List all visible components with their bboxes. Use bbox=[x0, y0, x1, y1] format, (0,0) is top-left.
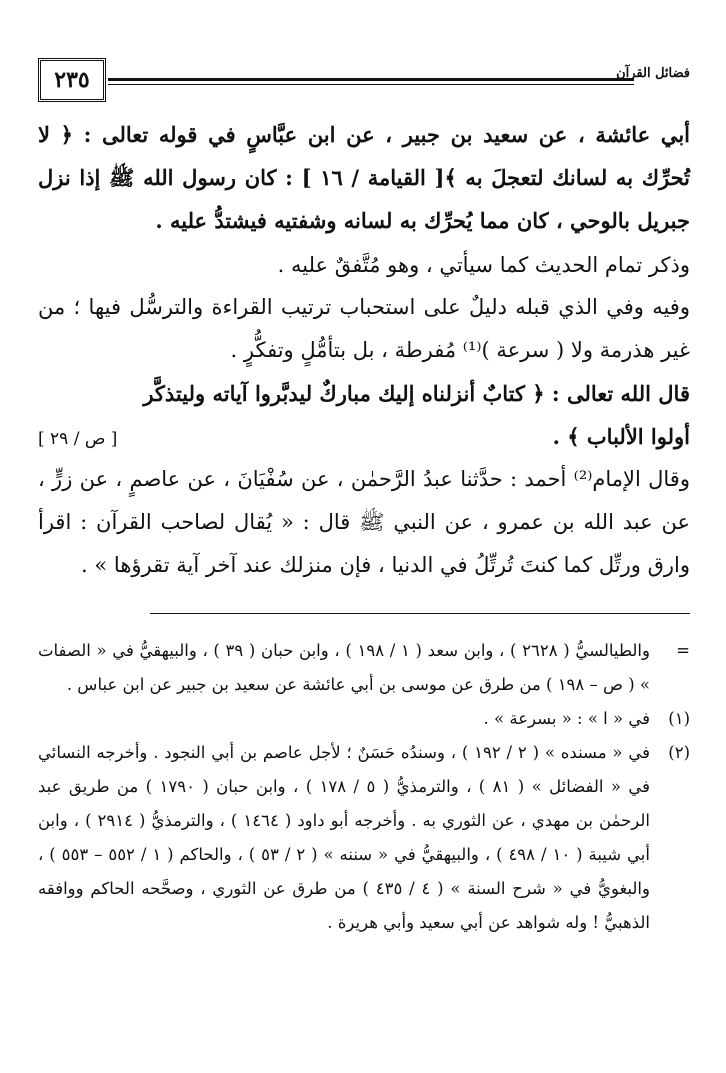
page-number-box bbox=[38, 58, 106, 102]
running-title: فضائل القرآن bbox=[616, 66, 690, 81]
paragraph-commentary: وفيه وفي الذي قبله دليلٌ على استحباب ترتيب القراءة والترسُّل فيها ؛ من غير هذرمة ولا ( سرعة )⁽¹⁾ مُفرطة ، بل بتأمُّلٍ وتفكُّرٍ . bbox=[38, 295, 690, 362]
footnote-continued-text: والطيالسيُّ ( ٢٦٢٨ ) ، وابن سعد ( ١ / ١٩٨ ) ، وابن حبان ( ٣٩ ) ، والبيهقيُّ في « الصفات » ( ص – ١٩٨ ) من طرق عن موسى بن أبي عائشة عن سعيد بن جبير عن ابن عباس . bbox=[38, 641, 650, 694]
page-number: ٢٣٥ bbox=[54, 67, 90, 93]
footnote-2-mark: (٢) bbox=[668, 743, 690, 762]
footnote-1-mark: (١) bbox=[668, 709, 690, 728]
quran-verse-line-2 bbox=[38, 415, 690, 461]
header-rule-thick bbox=[108, 78, 634, 81]
footnote-separator bbox=[150, 613, 690, 614]
footnote-1-text: في « ا » : « بسرعة » . bbox=[483, 709, 650, 728]
footnote-2-text: في « مسنده » ( ٢ / ١٩٢ ) ، وسندُه حَسَنٌ ؛ لأجل عاصم بن أبي النجود . وأخرجه النسائي في « الفضائل » ( ٨١ ) ، والترمذيُّ ( ٥ / ١٧٨ ) ، وابن حبان ( ١٧٩٠ ) من طريق عبد الرحمٰن بن مهدي ، عن الثوري به . وأخرجه أبو داود ( ١٤٦٤ ) ، والترمذيُّ ( ٢٩١٤ ) ، وابن أبي شيبة ( ١٠ / ٤٩٨ ) ، والبيهقيُّ في « سننه » ( ٢ / ٥٣ ) ، والحاكم ( ١ / ٥٥٢ – ٥٥٣ ) ، والبغويُّ في « شرح السنة » ( ٤ / ٤٣٥ ) من طرق عن الثوري ، وصحَّحه الحاكم ووافقه الذهبيُّ ! وله شواهد عن أبي سعيد وأبي هريرة . bbox=[38, 743, 651, 932]
paragraph-note: وذكر تمام الحديث كما سيأتي ، وهو مُتَّفقٌ عليه . bbox=[277, 253, 690, 277]
quran-quote-block bbox=[38, 372, 690, 461]
footnote-2 bbox=[38, 736, 690, 940]
quran-verse-end: أولوا الألباب ﴾ . bbox=[552, 424, 690, 449]
paragraph-hadith-1: أبي عائشة ، عن سعيد بن جبير ، عن ابن عبَّاسٍ في قوله تعالى : ﴿ لا تُحرِّك به لسانك لتعجلَ به ﴾[ القيامة / ١٦ ] : كان رسول الله ﷺ إذا نزل جبريل بالوحي ، كان مما يُحرِّك به لسانه وشفتيه فيشتدُّ عليه . bbox=[38, 122, 691, 233]
footnotes-section bbox=[38, 634, 690, 940]
footnote-continued-mark: = bbox=[676, 641, 690, 660]
footnote-continued bbox=[38, 634, 690, 702]
paragraph-hadith-2: وقال الإمام⁽²⁾ أحمد : حدَّثنا عبدُ الرَّحمٰن ، عن سُفْيَانَ ، عن عاصمٍ ، عن زرٍّ ، عن عبد الله بن عمرو ، عن النبي ﷺ قال : « يُقال لصاحب القرآن : اقرأ وارق ورتِّل كما كنتَ تُرتِّلُ في الدنيا ، فإن منزلك عند آخر آية تقرؤها » . bbox=[38, 467, 690, 577]
header-rule-thin bbox=[108, 84, 634, 85]
footnote-1 bbox=[38, 702, 690, 736]
quran-verse-line-1: قال الله تعالى : ﴿ كتابٌ أنزلناه إليك مباركٌ ليدبَّروا آياته وليتذكَّر bbox=[143, 381, 690, 406]
verse-reference: [ ص / ٢٩ ] bbox=[38, 429, 118, 449]
